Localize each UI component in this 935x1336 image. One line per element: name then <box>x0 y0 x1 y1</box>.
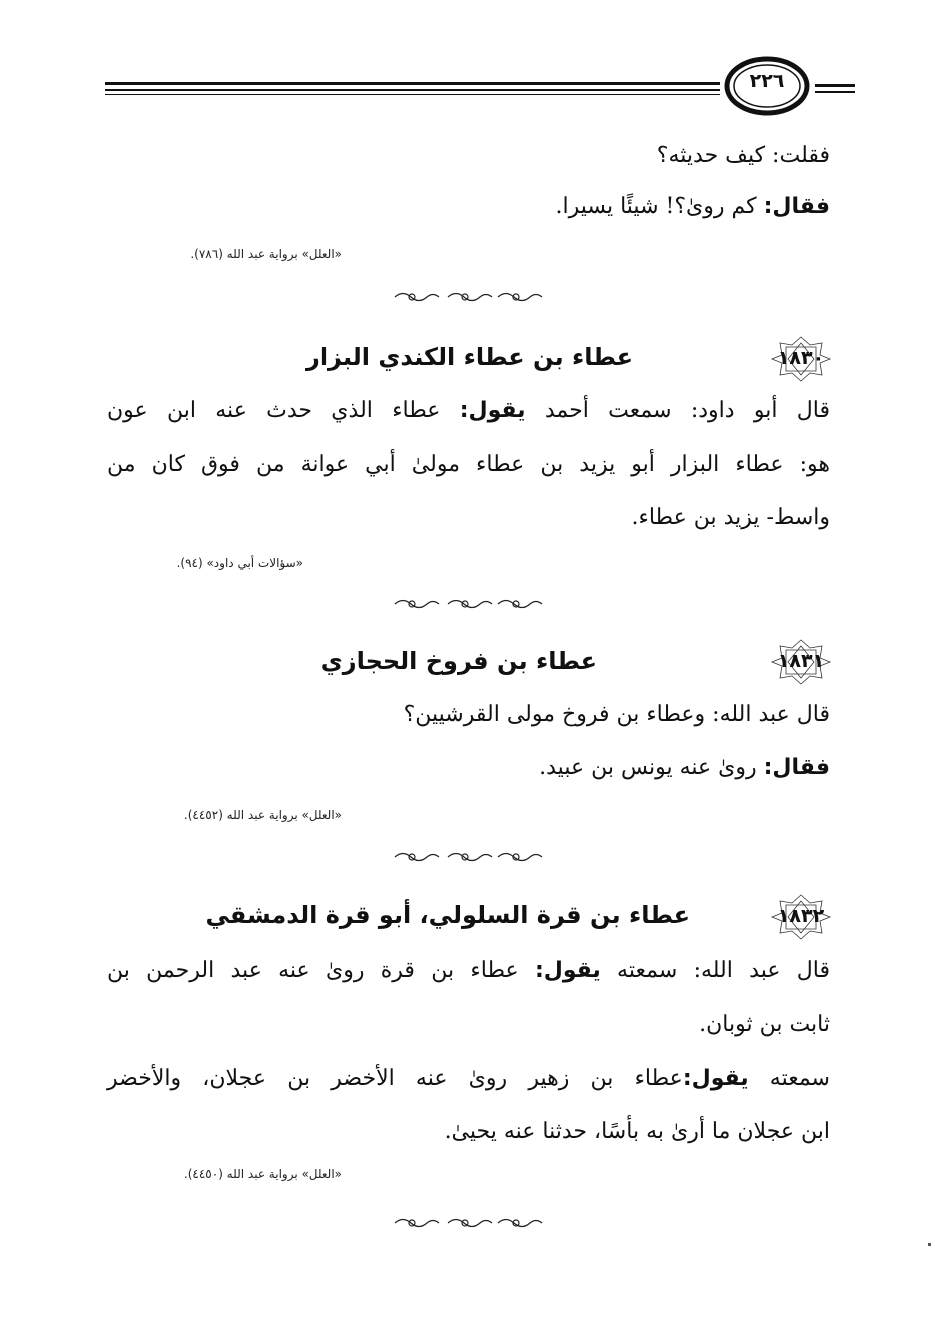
entry-text-line: هو: عطاء البزار أبو يزيد بن عطاء مولىٰ أبي عوانة من فوق كان من <box>107 452 830 477</box>
entry-reference: «العلل» برواية عبد الله (٤٤٥٢). <box>183 808 342 822</box>
entry-title: عطاء بن فروخ الحجازي <box>320 647 597 675</box>
entry-reference: «سؤالات أبي داود» (٩٤). <box>176 556 303 570</box>
entry-number-badge <box>770 638 832 686</box>
divider-ornament <box>390 597 545 611</box>
entry-number: ١٨٣٠ <box>777 347 825 369</box>
divider-ornament <box>390 850 545 864</box>
entry-text-line: قال عبد الله: سمعته يقول: عطاء بن قرة روىٰ عنه عبد الرحمن بن <box>107 958 831 983</box>
entry-text-line: قال عبد الله: وعطاء بن فروخ مولى القرشيين؟ <box>403 702 830 727</box>
scan-speck <box>928 1243 931 1246</box>
entry-reference: «العلل» برواية عبد الله (٤٤٥٠). <box>183 1167 342 1181</box>
entry-text-line: ابن عجلان ما أرىٰ به بأسًا، حدثنا عنه يحيىٰ. <box>444 1119 830 1144</box>
intro-line-1: فقلت: كيف حديثه؟ <box>656 143 830 168</box>
entry-text-line: سمعته يقول:عطاء بن زهير روىٰ عنه الأخضر بن عجلان، والأخضر <box>107 1066 830 1091</box>
intro-reference: «العلل» برواية عبد الله (٧٨٦). <box>190 247 342 261</box>
entry-text-line: واسط- يزيد بن عطاء. <box>631 505 830 530</box>
entry-number: ١٨٣٢ <box>777 905 825 927</box>
entry-text-line: ثابت بن ثوبان. <box>699 1012 830 1037</box>
intro-line-2 <box>555 194 830 219</box>
entry-number: ١٨٣١ <box>777 650 825 672</box>
entry-number-badge <box>770 335 832 383</box>
entry-title: عطاء بن عطاء الكندي البزار <box>306 343 633 371</box>
header-rule-top <box>105 82 720 85</box>
speaker-label: فقال: <box>763 755 830 780</box>
intro-line-2-text: كم روىٰ؟! شيئًا يسيرا. <box>555 194 757 219</box>
entry-text-line: قال أبو داود: سمعت أحمد يقول: عطاء الذي حدث عنه ابن عون <box>107 398 830 423</box>
page-number: ٢٢٦ <box>749 70 785 92</box>
divider-ornament <box>390 290 545 304</box>
entry-text-line: فقال: روىٰ عنه يونس بن عبيد. <box>539 755 830 780</box>
entry-title: عطاء بن قرة السلولي، أبو قرة الدمشقي <box>205 901 690 929</box>
header-rule-thin <box>105 94 720 95</box>
header-rule-bottom <box>105 89 720 91</box>
header-rule-right <box>815 84 855 87</box>
entry-number-badge <box>770 893 832 941</box>
divider-ornament <box>390 1216 545 1230</box>
speaker-label: فقال: <box>763 194 830 219</box>
header-rule-right-2 <box>815 91 855 93</box>
